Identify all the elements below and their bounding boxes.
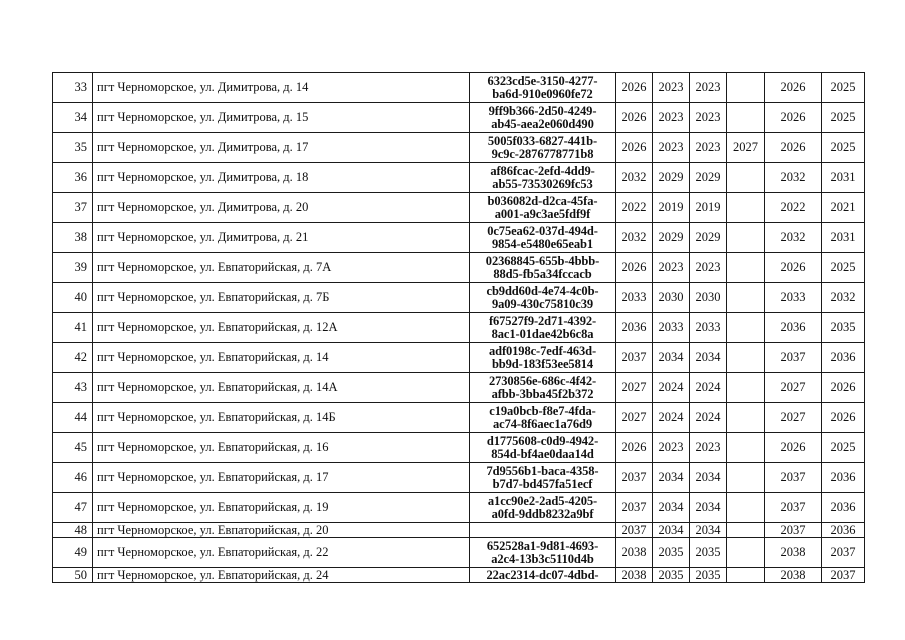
- year-cell: 2029: [690, 163, 727, 193]
- year-cell: 2023: [653, 133, 690, 163]
- identifier-line: cb9dd60d-4e74-4c0b-: [486, 283, 599, 298]
- address-cell: пгт Черноморское, ул. Димитрова, д. 18: [93, 163, 470, 193]
- address-cell: пгт Черноморское, ул. Димитрова, д. 20: [93, 193, 470, 223]
- year-cell: 2032: [765, 223, 822, 253]
- identifier-line: f67527f9-2d71-4392-: [488, 313, 597, 328]
- year-cell: 2021: [822, 193, 865, 223]
- row-number: 34: [53, 103, 93, 133]
- identifier-line: a0fd-9ddb8232a9bf: [491, 506, 594, 521]
- address-cell: пгт Черноморское, ул. Евпаторийская, д. 16: [93, 433, 470, 463]
- table-row: [53, 493, 865, 523]
- year-cell: 2033: [653, 313, 690, 343]
- identifier-cell: [470, 133, 616, 163]
- identifier-line: ac74-8f6aec1a76d9: [493, 416, 592, 431]
- year-cell: [727, 73, 765, 103]
- identifier-cell: [470, 253, 616, 283]
- row-number: 36: [53, 163, 93, 193]
- identifier-line: bb9d-183f53ee5814: [491, 356, 594, 371]
- year-cell: 2029: [690, 223, 727, 253]
- identifier-line: afbb-3bba45f2b372: [491, 386, 594, 401]
- year-cell: 2027: [727, 133, 765, 163]
- table-row: [53, 568, 865, 583]
- year-cell: 2024: [653, 403, 690, 433]
- identifier-line: ab45-aea2e060d490: [491, 116, 594, 131]
- year-cell: 2027: [616, 403, 653, 433]
- year-cell: 2023: [690, 103, 727, 133]
- identifier-line: 9854-e5480e65eab1: [491, 236, 594, 251]
- year-cell: 2033: [690, 313, 727, 343]
- identifier-line: a1cc90e2-2ad5-4205-: [487, 493, 598, 508]
- identifier-line: 5005f033-6827-441b-: [487, 133, 598, 148]
- year-cell: 2032: [616, 223, 653, 253]
- identifier-cell: [470, 403, 616, 433]
- year-cell: 2023: [653, 103, 690, 133]
- address-cell: пгт Черноморское, ул. Димитрова, д. 21: [93, 223, 470, 253]
- table-row: [53, 73, 865, 103]
- year-cell: 2034: [690, 493, 727, 523]
- year-cell: 2034: [653, 343, 690, 373]
- address-cell: пгт Черноморское, ул. Евпаторийская, д. 14Б: [93, 403, 470, 433]
- address-cell: пгт Черноморское, ул. Димитрова, д. 17: [93, 133, 470, 163]
- year-cell: 2037: [616, 493, 653, 523]
- year-cell: 2032: [616, 163, 653, 193]
- identifier-line: b7d7-bd457fa51ecf: [492, 476, 593, 491]
- year-cell: 2024: [690, 373, 727, 403]
- row-number: 42: [53, 343, 93, 373]
- year-cell: 2031: [822, 223, 865, 253]
- identifier-cell: [470, 343, 616, 373]
- year-cell: [727, 163, 765, 193]
- year-cell: 2025: [822, 133, 865, 163]
- year-cell: 2026: [616, 253, 653, 283]
- identifier-line: 22ac2314-dc07-4dbd-: [486, 567, 599, 582]
- year-cell: 2026: [765, 73, 822, 103]
- year-cell: 2036: [616, 313, 653, 343]
- table-row: [53, 538, 865, 568]
- year-cell: [727, 493, 765, 523]
- table-row: [53, 433, 865, 463]
- row-number: 33: [53, 73, 93, 103]
- year-cell: [727, 193, 765, 223]
- identifier-line: ba6d-910e0960fe72: [492, 86, 593, 101]
- table-row: [53, 463, 865, 493]
- year-cell: 2026: [616, 103, 653, 133]
- year-cell: 2037: [765, 463, 822, 493]
- housing-register-table: [52, 72, 865, 583]
- address-cell: пгт Черноморское, ул. Евпаторийская, д. 22: [93, 538, 470, 568]
- row-number: 39: [53, 253, 93, 283]
- table-row: [53, 403, 865, 433]
- year-cell: 2037: [822, 538, 865, 568]
- row-number: 35: [53, 133, 93, 163]
- table-row: [53, 103, 865, 133]
- year-cell: 2019: [690, 193, 727, 223]
- year-cell: [727, 103, 765, 133]
- address-cell: пгт Черноморское, ул. Димитрова, д. 14: [93, 73, 470, 103]
- year-cell: [727, 373, 765, 403]
- identifier-cell: [470, 568, 616, 583]
- year-cell: 2038: [765, 568, 822, 583]
- address-cell: пгт Черноморское, ул. Евпаторийская, д. 20: [93, 523, 470, 538]
- year-cell: 2023: [690, 433, 727, 463]
- year-cell: 2036: [822, 493, 865, 523]
- identifier-cell: [470, 463, 616, 493]
- address-cell: пгт Черноморское, ул. Евпаторийская, д. 12А: [93, 313, 470, 343]
- address-cell: пгт Черноморское, ул. Евпаторийская, д. 24: [93, 568, 470, 583]
- year-cell: 2034: [653, 463, 690, 493]
- identifier-cell: [470, 313, 616, 343]
- year-cell: 2022: [765, 193, 822, 223]
- identifier-line: 7d9556b1-baca-4358-: [486, 463, 599, 478]
- year-cell: 2026: [822, 373, 865, 403]
- year-cell: 2026: [616, 73, 653, 103]
- year-cell: 2026: [765, 103, 822, 133]
- year-cell: 2024: [690, 403, 727, 433]
- year-cell: 2029: [653, 223, 690, 253]
- year-cell: 2036: [822, 343, 865, 373]
- row-number: 44: [53, 403, 93, 433]
- identifier-cell: [470, 523, 616, 538]
- row-number: 50: [53, 568, 93, 583]
- table-row: [53, 133, 865, 163]
- identifier-line: ab55-73530269fc53: [492, 176, 593, 191]
- table-row: [53, 313, 865, 343]
- identifier-cell: [470, 538, 616, 568]
- identifier-line: 9c9c-2876778771b8: [491, 146, 594, 161]
- identifier-cell: [470, 103, 616, 133]
- identifier-cell: [470, 163, 616, 193]
- year-cell: 2027: [765, 373, 822, 403]
- table-row: [53, 163, 865, 193]
- year-cell: 2029: [653, 163, 690, 193]
- year-cell: 2037: [765, 343, 822, 373]
- identifier-line: 652528a1-9d81-4693-: [486, 538, 599, 553]
- identifier-line: d1775608-c0d9-4942-: [486, 433, 599, 448]
- row-number: 45: [53, 433, 93, 463]
- row-number: 41: [53, 313, 93, 343]
- year-cell: 2023: [653, 253, 690, 283]
- year-cell: 2038: [616, 538, 653, 568]
- identifier-cell: [470, 493, 616, 523]
- year-cell: 2027: [616, 373, 653, 403]
- year-cell: 2036: [822, 523, 865, 538]
- year-cell: 2037: [765, 493, 822, 523]
- address-cell: пгт Черноморское, ул. Евпаторийская, д. 17: [93, 463, 470, 493]
- year-cell: 2031: [822, 163, 865, 193]
- row-number: 38: [53, 223, 93, 253]
- table-row: [53, 283, 865, 313]
- year-cell: 2023: [653, 73, 690, 103]
- year-cell: 2036: [765, 313, 822, 343]
- row-number: 48: [53, 523, 93, 538]
- year-cell: 2034: [690, 463, 727, 493]
- table-row: [53, 253, 865, 283]
- year-cell: 2034: [653, 523, 690, 538]
- year-cell: 2030: [653, 283, 690, 313]
- year-cell: 2026: [616, 133, 653, 163]
- year-cell: [727, 223, 765, 253]
- address-cell: пгт Черноморское, ул. Евпаторийская, д. 14: [93, 343, 470, 373]
- table-row: [53, 343, 865, 373]
- year-cell: 2038: [616, 568, 653, 583]
- row-number: 49: [53, 538, 93, 568]
- table-row: [53, 523, 865, 538]
- year-cell: 2025: [822, 433, 865, 463]
- identifier-line: 854d-bf4ae0daa14d: [491, 446, 594, 461]
- address-cell: пгт Черноморское, ул. Евпаторийская, д. 7Б: [93, 283, 470, 313]
- year-cell: 2037: [765, 523, 822, 538]
- row-number: 47: [53, 493, 93, 523]
- year-cell: 2035: [653, 568, 690, 583]
- year-cell: 2025: [822, 73, 865, 103]
- year-cell: 2037: [616, 343, 653, 373]
- identifier-line: 9ff9b366-2d50-4249-: [488, 103, 597, 118]
- identifier-cell: [470, 193, 616, 223]
- identifier-line: 9a09-430c75810c39: [491, 296, 594, 311]
- year-cell: 2025: [822, 253, 865, 283]
- year-cell: [727, 283, 765, 313]
- year-cell: 2035: [822, 313, 865, 343]
- identifier-line: c19a0bcb-f8e7-4fda-: [489, 403, 596, 418]
- year-cell: 2035: [653, 538, 690, 568]
- year-cell: 2032: [822, 283, 865, 313]
- year-cell: 2023: [690, 73, 727, 103]
- year-cell: 2026: [765, 253, 822, 283]
- row-number: 40: [53, 283, 93, 313]
- address-cell: пгт Черноморское, ул. Евпаторийская, д. 14А: [93, 373, 470, 403]
- year-cell: 2030: [690, 283, 727, 313]
- identifier-cell: [470, 433, 616, 463]
- year-cell: 2025: [822, 103, 865, 133]
- year-cell: [727, 523, 765, 538]
- year-cell: 2022: [616, 193, 653, 223]
- row-number: 37: [53, 193, 93, 223]
- identifier-line: af86fcac-2efd-4dd9-: [490, 163, 595, 178]
- table-row: [53, 373, 865, 403]
- year-cell: [727, 433, 765, 463]
- year-cell: 2035: [690, 538, 727, 568]
- year-cell: 2033: [616, 283, 653, 313]
- year-cell: [727, 403, 765, 433]
- year-cell: [727, 463, 765, 493]
- year-cell: 2023: [653, 433, 690, 463]
- year-cell: 2036: [822, 463, 865, 493]
- year-cell: 2038: [765, 538, 822, 568]
- year-cell: 2034: [653, 493, 690, 523]
- identifier-line: 2730856e-686c-4f42-: [488, 373, 597, 388]
- year-cell: 2034: [690, 343, 727, 373]
- identifier-line: a001-a9c3ae5fdf9f: [494, 206, 591, 221]
- year-cell: 2035: [690, 568, 727, 583]
- year-cell: [727, 343, 765, 373]
- year-cell: [727, 538, 765, 568]
- year-cell: 2033: [765, 283, 822, 313]
- row-number: 43: [53, 373, 93, 403]
- address-cell: пгт Черноморское, ул. Димитрова, д. 15: [93, 103, 470, 133]
- table-row: [53, 193, 865, 223]
- address-cell: пгт Черноморское, ул. Евпаторийская, д. 19: [93, 493, 470, 523]
- identifier-line: 8ac1-01dae42b6c8a: [491, 326, 594, 341]
- identifier-line: 6323cd5e-3150-4277-: [487, 73, 598, 88]
- year-cell: 2034: [690, 523, 727, 538]
- year-cell: 2027: [765, 403, 822, 433]
- year-cell: 2037: [616, 523, 653, 538]
- year-cell: 2026: [765, 133, 822, 163]
- year-cell: 2024: [653, 373, 690, 403]
- year-cell: 2026: [616, 433, 653, 463]
- year-cell: [727, 568, 765, 583]
- identifier-line: 02368845-655b-4bbb-: [485, 253, 600, 268]
- identifier-cell: [470, 223, 616, 253]
- table-row: [53, 223, 865, 253]
- address-cell: пгт Черноморское, ул. Евпаторийская, д. 7А: [93, 253, 470, 283]
- identifier-line: b036082d-d2ca-45fa-: [487, 193, 598, 208]
- year-cell: 2026: [822, 403, 865, 433]
- identifier-cell: [470, 73, 616, 103]
- year-cell: [727, 253, 765, 283]
- identifier-cell: [470, 283, 616, 313]
- identifier-line: 88d5-fb5a34fccacb: [493, 266, 592, 281]
- year-cell: 2023: [690, 133, 727, 163]
- year-cell: 2032: [765, 163, 822, 193]
- year-cell: 2019: [653, 193, 690, 223]
- identifier-line: adf0198c-7edf-463d-: [488, 343, 597, 358]
- year-cell: [727, 313, 765, 343]
- year-cell: 2023: [690, 253, 727, 283]
- year-cell: 2037: [616, 463, 653, 493]
- identifier-cell: [470, 373, 616, 403]
- row-number: 46: [53, 463, 93, 493]
- identifier-line: 0c75ea62-037d-494d-: [487, 223, 598, 238]
- identifier-line: a2c4-13b3c5110d4b: [491, 551, 594, 566]
- year-cell: 2037: [822, 568, 865, 583]
- year-cell: 2026: [765, 433, 822, 463]
